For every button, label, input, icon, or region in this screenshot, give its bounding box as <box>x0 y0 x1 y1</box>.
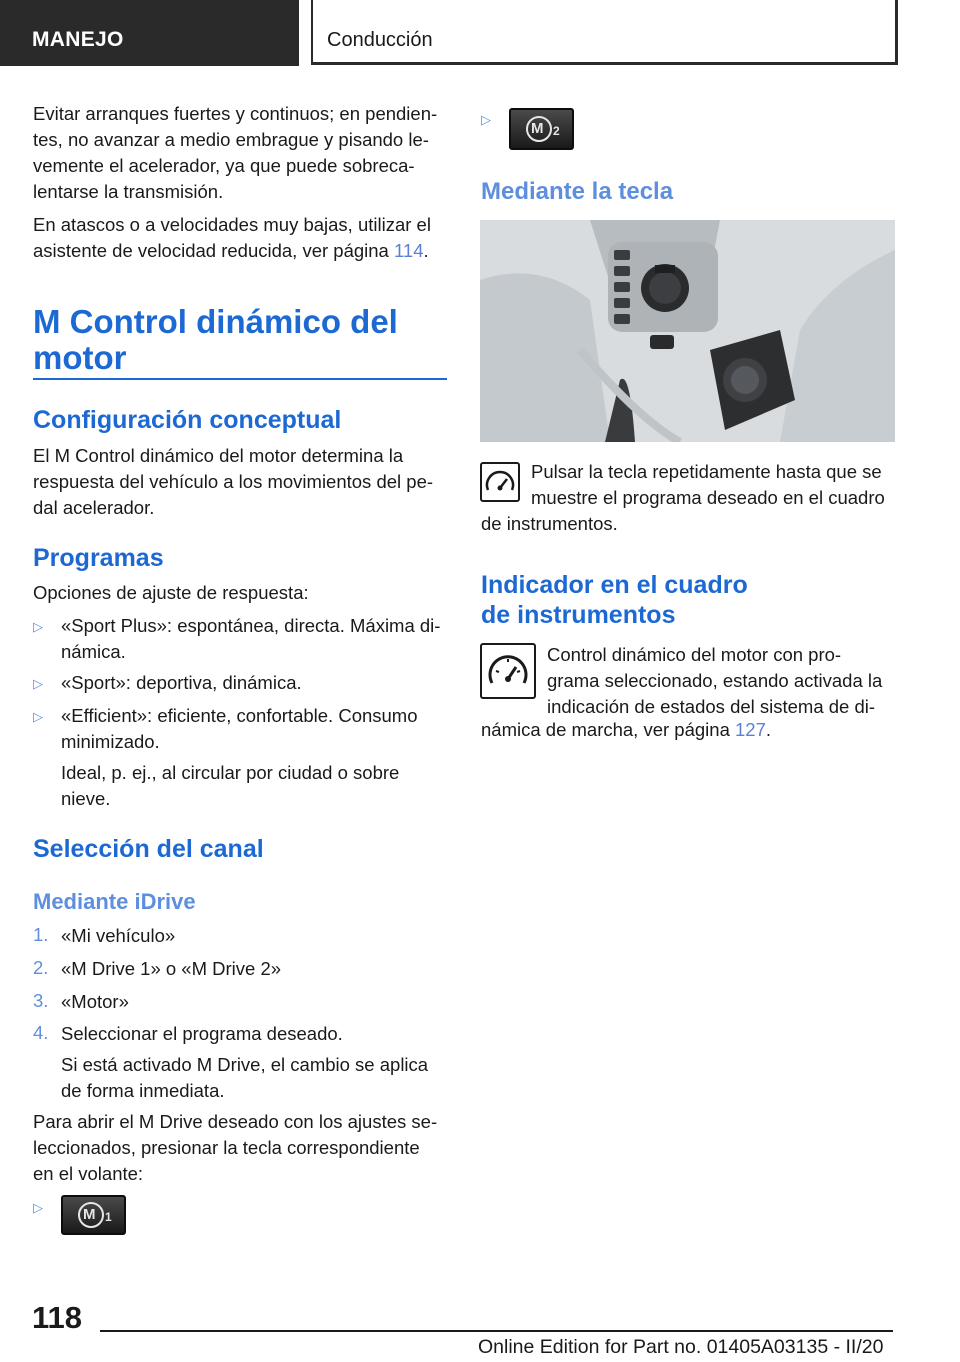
footer-rule <box>100 1330 893 1332</box>
program-item: «Sport Plus»: espontánea, directa. Máxima di- <box>61 615 441 636</box>
triangle-right-icon: ▷ <box>33 709 43 724</box>
step-note: Si está activado M Drive, el cambio se aplica <box>61 1054 429 1075</box>
chapter-label: Conducción <box>327 29 433 51</box>
triangle-right-icon: ▷ <box>33 676 43 691</box>
program-item: námica. <box>61 641 126 662</box>
program-note: Ideal, p. ej., al circular por ciudad o sobre <box>61 762 400 783</box>
center-console-photo <box>480 220 895 442</box>
step-text: «M Drive 1» o «M Drive 2» <box>61 958 282 979</box>
triangle-right-icon: ▷ <box>33 619 43 634</box>
idrive-heading: Mediante iDrive <box>33 889 196 914</box>
indicator-line: námica de marcha, ver página 127. <box>481 719 772 740</box>
page-title-line: M Control dinámico del <box>33 303 398 340</box>
channel-heading: Selección del canal <box>33 835 264 863</box>
page-link-114[interactable]: 114 <box>394 240 424 261</box>
key-heading: Mediante la tecla <box>481 178 674 205</box>
programs-intro: Opciones de ajuste de respuesta: <box>33 582 309 603</box>
indicator-heading: de instrumentos <box>481 601 676 629</box>
step-number: 4. <box>33 1022 49 1043</box>
step-text: Seleccionar el programa deseado. <box>61 1023 343 1044</box>
concept-line: El M Control dinámico del motor determina la <box>33 445 404 466</box>
program-note: nieve. <box>61 788 111 809</box>
center-console-image <box>480 220 895 442</box>
indicator-line: Control dinámico del motor con pro- <box>547 644 842 665</box>
section-tab <box>0 0 299 66</box>
step-number: 3. <box>33 990 49 1011</box>
indicator-heading: Indicador en el cuadro <box>481 571 748 599</box>
title-rule <box>33 378 447 380</box>
intro-line: lentarse la transmisión. <box>33 181 224 202</box>
program-item: «Efficient»: eficiente, confortable. Consumo <box>61 705 418 726</box>
wheel-line: en el volante: <box>33 1163 144 1184</box>
page-title-line: motor <box>33 339 127 376</box>
step-text: «Mi vehículo» <box>61 925 176 946</box>
concept-line: dal acelerador. <box>33 497 155 518</box>
m-drive-2-button: M 2 <box>509 108 574 150</box>
concept-heading: Configuración conceptual <box>33 406 342 434</box>
traffic-line: En atascos o a velocidades muy bajas, utilizar el <box>33 214 431 235</box>
program-item: minimizado. <box>61 731 160 752</box>
programs-heading: Programas <box>33 544 164 572</box>
m-drive-1-button: M 1 <box>61 1195 126 1235</box>
step-number: 1. <box>33 924 49 945</box>
chapter-tab <box>311 0 898 65</box>
page-link-127[interactable]: 127 <box>735 719 766 740</box>
program-item: «Sport»: deportiva, dinámica. <box>61 672 302 693</box>
speedometer-icon <box>480 643 536 699</box>
key-line: muestre el programa deseado en el cuadro <box>531 487 885 508</box>
key-line: de instrumentos. <box>481 513 618 534</box>
page-number: 118 <box>32 1300 83 1335</box>
wheel-line: Para abrir el M Drive deseado con los ajustes se- <box>33 1111 438 1132</box>
step-number: 2. <box>33 957 49 978</box>
indicator-line: indicación de estados del sistema de di- <box>547 696 876 717</box>
intro-line: Evitar arranques fuertes y continuos; en pendien- <box>33 103 438 124</box>
section-label: MANEJO <box>32 28 124 51</box>
edition-text: Online Edition for Part no. 01405A03135 - II/20 <box>478 1336 884 1358</box>
step-note: de forma inmediata. <box>61 1080 225 1101</box>
key-line: Pulsar la tecla repetidamente hasta que se <box>531 461 882 482</box>
intro-line: tes, no avanzar a medio embrague y pisando le- <box>33 129 429 150</box>
wheel-line: leccionados, presionar la tecla correspondiente <box>33 1137 420 1158</box>
intro-line: vemente el acelerador, ya que puede sobreca- <box>33 155 415 176</box>
triangle-right-icon: ▷ <box>481 112 491 127</box>
triangle-right-icon: ▷ <box>33 1200 43 1215</box>
traffic-line: asistente de velocidad reducida, ver página 114. <box>33 240 429 261</box>
step-text: «Motor» <box>61 991 129 1012</box>
concept-line: respuesta del vehículo a los movimientos del pe- <box>33 471 434 492</box>
indicator-line: grama seleccionado, estando activada la <box>547 670 883 691</box>
gauge-icon <box>480 462 520 502</box>
